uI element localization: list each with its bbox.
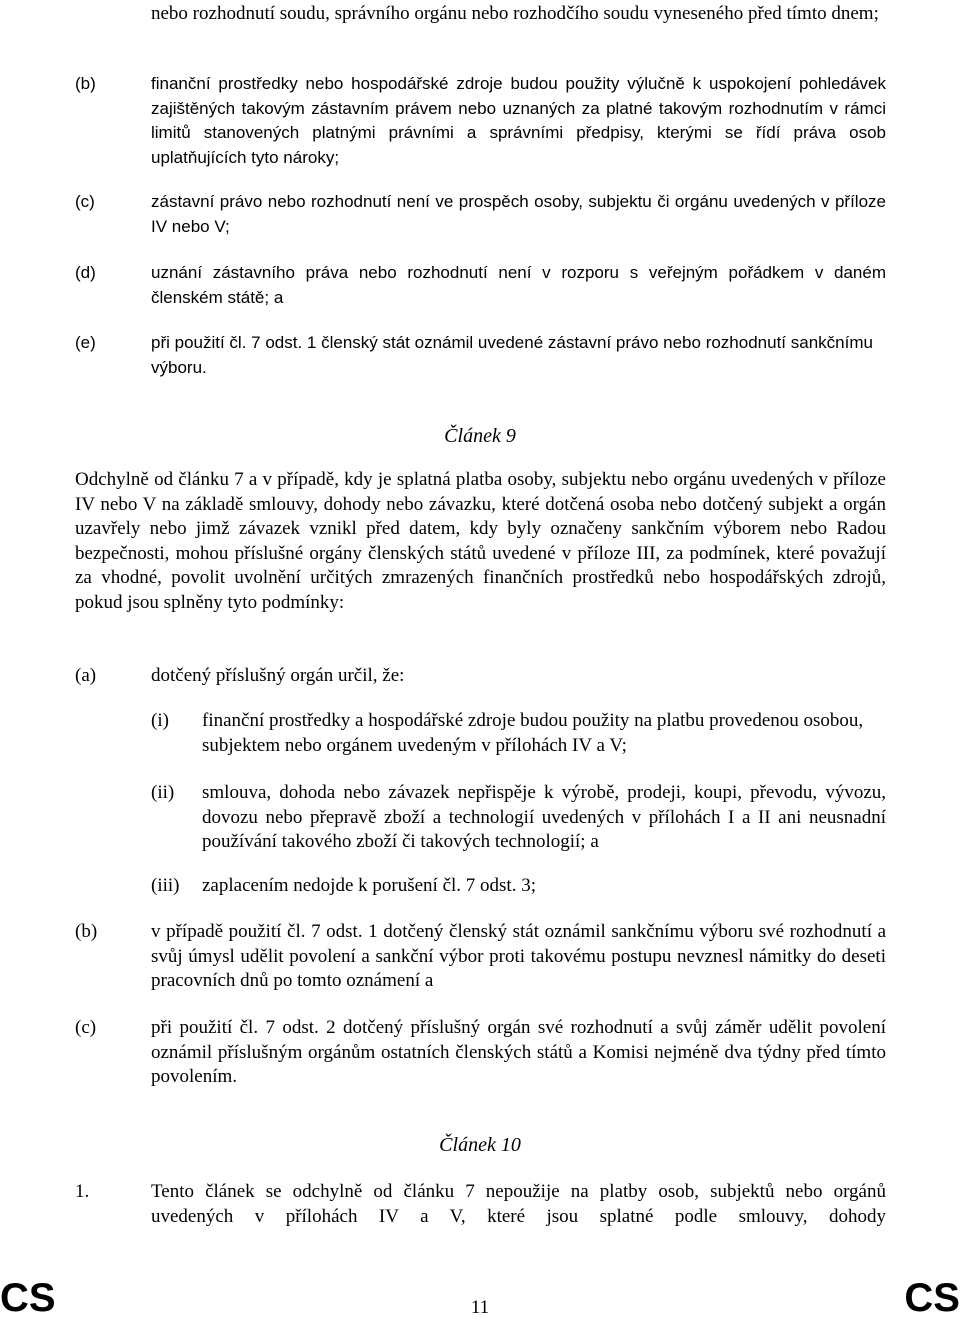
item-label: (b) (75, 921, 98, 942)
language-code-left: CS (0, 1276, 56, 1320)
item-text: v případě použití čl. 7 odst. 1 dotčený členský stát oznámil sankčnímu výboru své rozhodnutí a svůj úmysl udělit povolení a sankční výbor proti takovému postupu nevznesl námitky do deseti pracovních dnů po tomto oznámení a (151, 921, 886, 991)
item-label: (d) (75, 263, 96, 282)
item-label: (c) (75, 1017, 97, 1038)
item-label: (a) (75, 665, 97, 686)
continuation-paragraph: nebo rozhodnutí soudu, správního orgánu nebo rozhodčího soudu vyneseného před tímto dnem; (151, 3, 879, 24)
language-code-right: CS (904, 1276, 960, 1320)
subitem-text: zaplacením nedojde k porušení čl. 7 odst. 3; (202, 875, 536, 896)
subitem-label: (ii) (151, 782, 175, 803)
item-text: Tento článek se odchylně od článku 7 nepoužije na platby osob, subjektů nebo orgánů uvedených v přílohách IV a V, které jsou splatné podle smlouvy, dohody (151, 1181, 886, 1227)
item-label: (b) (75, 74, 96, 93)
item-label: 1. (75, 1181, 90, 1202)
article-intro-paragraph: Odchylně od článku 7 a v případě, kdy je splatná platba osoby, subjektu nebo orgánu uvedených v příloze IV nebo V na základě smlouvy, dohody nebo závazku, které dotčená osoba nebo dotčený subjekt a orgán uzavřely nebo jimž závazek vznikl před datem, kdy byly označeny sankčním výborem nebo Radou bezpečnosti, mohou příslušné orgány členských států uvedené v příloze III, za podmínek, které považují za vhodné, povolit uvolnění určitých zmrazených finančních prostředků nebo hospodářských zdrojů, pokud jsou splněny tyto podmínky: (75, 469, 886, 613)
page-number: 11 (470, 1297, 490, 1318)
article-heading: Článek 9 (444, 425, 516, 447)
item-label: (c) (75, 192, 95, 211)
article-heading: Článek 10 (439, 1134, 521, 1156)
item-text: dotčený příslušný orgán určil, že: (151, 665, 405, 686)
item-text: zástavní právo nebo rozhodnutí není ve prospěch osoby, subjektu či orgánu uvedených v příloze IV nebo V; (151, 192, 886, 236)
item-text: finanční prostředky nebo hospodářské zdroje budou použity výlučně k uspokojení pohledávek zajištěných takovým zástavním právem nebo uznaných za platné takovým rozhodnutím v rámci limitů stanovených platnými právními a správními předpisy, kterými se řídí práva osob uplatňujících tyto nároky; (151, 74, 886, 167)
subitem-text: smlouva, dohoda nebo závazek nepřispěje k výrobě, prodeji, koupi, převodu, vývozu, dovozu nebo přepravě zboží a technologií uvedených v přílohách I a II ani neusnadní používání takového zboží či takových technologií; a (202, 782, 886, 852)
item-text: při použití čl. 7 odst. 2 dotčený příslušný orgán své rozhodnutí a svůj záměr udělit povolení oznámil příslušným orgánům ostatních členských států a Komisi nejméně dva týdny před tímto povolením. (151, 1017, 886, 1087)
subitem-label: (i) (151, 710, 169, 731)
item-text: při použití čl. 7 odst. 1 členský stát oznámil uvedené zástavní právo nebo rozhodnutí sankčnímu výboru. (151, 333, 873, 377)
subitem-label: (iii) (151, 875, 180, 896)
item-label: (e) (75, 333, 96, 352)
item-text: uznání zástavního práva nebo rozhodnutí není v rozporu s veřejným pořádkem v daném členském státě; a (151, 263, 886, 307)
subitem-text: finanční prostředky a hospodářské zdroje budou použity na platbu provedenou osobou, subjektem nebo orgánem uvedeným v přílohách IV a V; (202, 710, 864, 756)
